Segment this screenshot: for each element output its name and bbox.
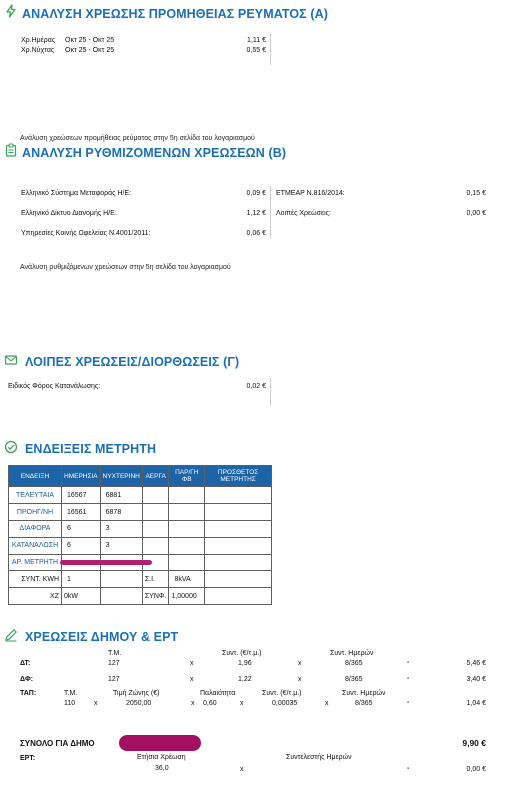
night-charge-amount: 0,55 € xyxy=(246,47,266,54)
ert-label: ΕΡΤ: xyxy=(20,755,36,762)
df-x: x xyxy=(190,676,194,683)
tap-amount: 1,04 € xyxy=(466,700,486,707)
distribution-label: Ελληνικό Δίκτυο Διανομής Η/Ε: xyxy=(21,210,117,217)
night-value: 6878 xyxy=(100,504,142,521)
df-dash: - xyxy=(407,675,410,682)
tap-header-age: Παλαιότητα xyxy=(200,690,236,697)
dt-dash: - xyxy=(407,659,410,666)
empty-cell xyxy=(169,520,205,537)
df-days: 8/365 xyxy=(345,676,363,683)
dt-synt: 1,96 xyxy=(238,660,252,667)
synt-kwh-value: 1 xyxy=(62,571,101,588)
table-row xyxy=(9,487,272,504)
ert-header-annual: Ετήσια Χρέωση xyxy=(137,754,186,761)
si-value: 8kVA xyxy=(169,571,205,588)
ert-header-days: Συντελεστής Ημερών xyxy=(286,754,352,761)
header-night: ΝΥΧΤΕΡΙΝΗ xyxy=(100,466,142,487)
dt-x: x xyxy=(190,660,194,667)
table-row xyxy=(9,537,272,554)
municipality-section-title: ΧΡΕΩΣΕΙΣ ΔΗΜΟΥ & ΕΡΤ xyxy=(25,630,179,644)
day-value: 16561 xyxy=(62,504,101,521)
night-value: 6881 xyxy=(100,487,142,504)
empty-cell xyxy=(205,554,272,571)
excise-tax-amount: 0,02 € xyxy=(246,383,266,390)
dt-x2: x xyxy=(298,660,302,667)
tap-dash: - xyxy=(407,699,410,706)
public-service-label: Υπηρεσίες Κοινής Ωφελείας Ν.4001/2011: xyxy=(21,230,151,237)
tap-x4: x xyxy=(325,700,329,707)
bolt-icon xyxy=(4,4,18,18)
row-label: ΤΕΛΕΥΤΑΙΑ xyxy=(9,487,62,504)
tap-tm: 110 xyxy=(64,700,76,707)
table-row xyxy=(9,520,272,537)
dt-tm: 127 xyxy=(108,660,120,667)
synt-kwh-label: ΣΥΝΤ. KWH xyxy=(9,571,62,588)
empty-cell xyxy=(169,487,205,504)
day-value: 6 xyxy=(62,520,101,537)
day-charge-amount: 1,11 € xyxy=(247,37,266,44)
excise-tax-label: Ειδικός Φόρος Κατανάλωσης: xyxy=(8,383,101,390)
tap-header-synt: Συντ. (€/τ.μ.) xyxy=(262,690,302,697)
pencil-icon xyxy=(4,628,18,642)
col-header-synt: Συντ. (€/τ.μ.) xyxy=(222,650,262,657)
night-value: 3 xyxy=(100,537,142,554)
redaction-mark xyxy=(119,735,201,751)
column-divider xyxy=(270,378,271,406)
xz-label: ΧΖ xyxy=(9,588,62,605)
tap-x3: x xyxy=(240,700,244,707)
column-divider xyxy=(270,186,271,238)
df-synt: 1,22 xyxy=(238,676,252,683)
other-charges-amount: 0,00 € xyxy=(466,210,486,217)
redaction-mark xyxy=(60,560,152,565)
tap-age: 0,60 xyxy=(203,700,217,707)
empty-cell xyxy=(205,537,272,554)
empty-cell xyxy=(142,504,169,521)
table-row xyxy=(9,571,272,588)
df-label: ΔΦ: xyxy=(20,676,34,683)
distribution-amount: 1,12 € xyxy=(246,210,266,217)
df-x2: x xyxy=(298,676,302,683)
xz-value: 0kW xyxy=(62,588,101,605)
section-a-note: Ανάλυση χρεώσεων προμήθειας ρεύματος στην 5η σελίδα του λογαριασμού xyxy=(20,135,255,142)
day-value: 6 xyxy=(62,537,101,554)
header-pv: ΠΑΡ/ΓΗ ΦΒ xyxy=(169,466,205,487)
col-header-days: Συντ. Ημερών xyxy=(330,650,374,657)
night-charge-period: Οκτ 25 - Οκτ 25 xyxy=(65,47,115,54)
row-label: ΔΙΑΦΟΡΑ xyxy=(9,520,62,537)
empty-cell xyxy=(169,537,205,554)
ert-x: x xyxy=(240,766,244,773)
row-label: ΚΑΤΑΝΑΛΩΣΗ xyxy=(9,537,62,554)
other-charges-label: Λοιπές Χρεώσεις: xyxy=(276,210,331,217)
section-b-note: Ανάλυση ρυθμιζόμενων χρεώσεων στην 5η σελίδα του λογαριασμού xyxy=(20,264,231,271)
dt-days: 8/365 xyxy=(345,660,363,667)
ert-amount: 0,00 € xyxy=(466,766,486,773)
df-tm: 127 xyxy=(108,676,120,683)
header-reactive: ΑΕΡΓΑ xyxy=(142,466,169,487)
dt-amount: 5,46 € xyxy=(466,660,486,667)
synf-value: 1,00000 xyxy=(169,588,205,605)
empty-cell xyxy=(205,504,272,521)
tap-synt: 0,00035 xyxy=(272,700,298,707)
night-charge-label: Χρ.Νύχτας xyxy=(21,47,55,54)
transmission-label: Ελληνικό Σύστημα Μεταφοράς Η/Ε: xyxy=(21,190,132,197)
empty-cell xyxy=(205,520,272,537)
df-amount: 3,40 € xyxy=(466,676,486,683)
municipality-total-label: ΣΥΝΟΛΟ ΓΙΑ ΔΗΜΟ xyxy=(20,739,95,748)
column-divider xyxy=(270,33,271,65)
meter-section-title: ΕΝΔΕΙΞΕΙΣ ΜΕΤΡΗΤΗ xyxy=(25,442,157,456)
municipality-total-amount: 9,90 € xyxy=(462,738,486,748)
empty-cell xyxy=(169,554,205,571)
empty-cell xyxy=(142,487,169,504)
empty-cell xyxy=(142,520,169,537)
etmear-amount: 0,15 € xyxy=(466,190,486,197)
section-b-title: ΑΝΑΛΥΣΗ ΡΥΘΜΙΖΟΜΕΝΩΝ ΧΡΕΩΣΕΩΝ (Β) xyxy=(22,146,287,160)
synf-label: ΣΥΝΦ. xyxy=(142,588,169,605)
tap-x2: x xyxy=(191,700,195,707)
section-a-title: ΑΝΑΛΥΣΗ ΧΡΕΩΣΗΣ ΠΡΟΜΗΘΕΙΑΣ ΡΕΥΜΑΤΟΣ (Α) xyxy=(22,7,328,21)
table-header-row xyxy=(9,466,272,487)
envelope-icon xyxy=(4,353,18,367)
ert-annual: 36,0 xyxy=(155,765,169,772)
empty-cell xyxy=(169,504,205,521)
tap-label: ΤΑΠ: xyxy=(20,690,37,697)
ert-dash: - xyxy=(407,765,410,772)
night-value: 3 xyxy=(100,520,142,537)
check-circle-icon xyxy=(4,440,18,454)
dt-label: ΔΤ: xyxy=(20,660,31,667)
day-charge-label: Χρ.Ημέρας xyxy=(21,37,56,44)
row-label: ΠΡΟΗΓ/ΝΗ xyxy=(9,504,62,521)
tap-days: 8/365 xyxy=(355,700,373,707)
tap-header-days: Συντ. Ημερών xyxy=(342,690,386,697)
row-label: ΑΡ. ΜΕΤΡΗΤΗ xyxy=(9,554,62,571)
empty-cell xyxy=(205,588,272,605)
tap-x1: x xyxy=(94,700,98,707)
header-extra-meter: ΠΡΟΣΘΕΤΟΣ ΜΕΤΡΗΤΗΣ xyxy=(205,466,272,487)
meter-readings-table xyxy=(8,465,272,605)
day-value: 16567 xyxy=(62,487,101,504)
clipboard-icon xyxy=(4,143,18,157)
tap-header-tm: Τ.Μ. xyxy=(64,690,78,697)
section-c-title: ΛΟΙΠΕΣ ΧΡΕΩΣΕΙΣ/ΔΙΟΡΘΩΣΕΙΣ (Γ) xyxy=(25,355,240,369)
transmission-amount: 0,09 € xyxy=(246,190,266,197)
table-row xyxy=(9,588,272,605)
empty-cell xyxy=(142,537,169,554)
table-row xyxy=(9,504,272,521)
public-service-amount: 0,06 € xyxy=(246,230,266,237)
empty-cell xyxy=(100,588,142,605)
empty-cell xyxy=(100,571,142,588)
etmear-label: ΕΤΜΕΑΡ Ν.816/2014: xyxy=(276,190,345,197)
tap-zone: 2050,00 xyxy=(126,700,152,707)
col-header-tm: Τ.Μ. xyxy=(108,650,122,657)
si-label: Σ.Ι. xyxy=(142,571,169,588)
header-day: ΗΜΕΡΗΣΙΑ xyxy=(62,466,101,487)
header-reading: ΕΝΔΕΙΞΗ xyxy=(9,466,62,487)
day-charge-period: Οκτ 25 - Οκτ 25 xyxy=(65,37,115,44)
empty-cell xyxy=(205,571,272,588)
tap-header-zone: Τιμή Ζώνης (€) xyxy=(113,690,160,697)
empty-cell xyxy=(205,487,272,504)
